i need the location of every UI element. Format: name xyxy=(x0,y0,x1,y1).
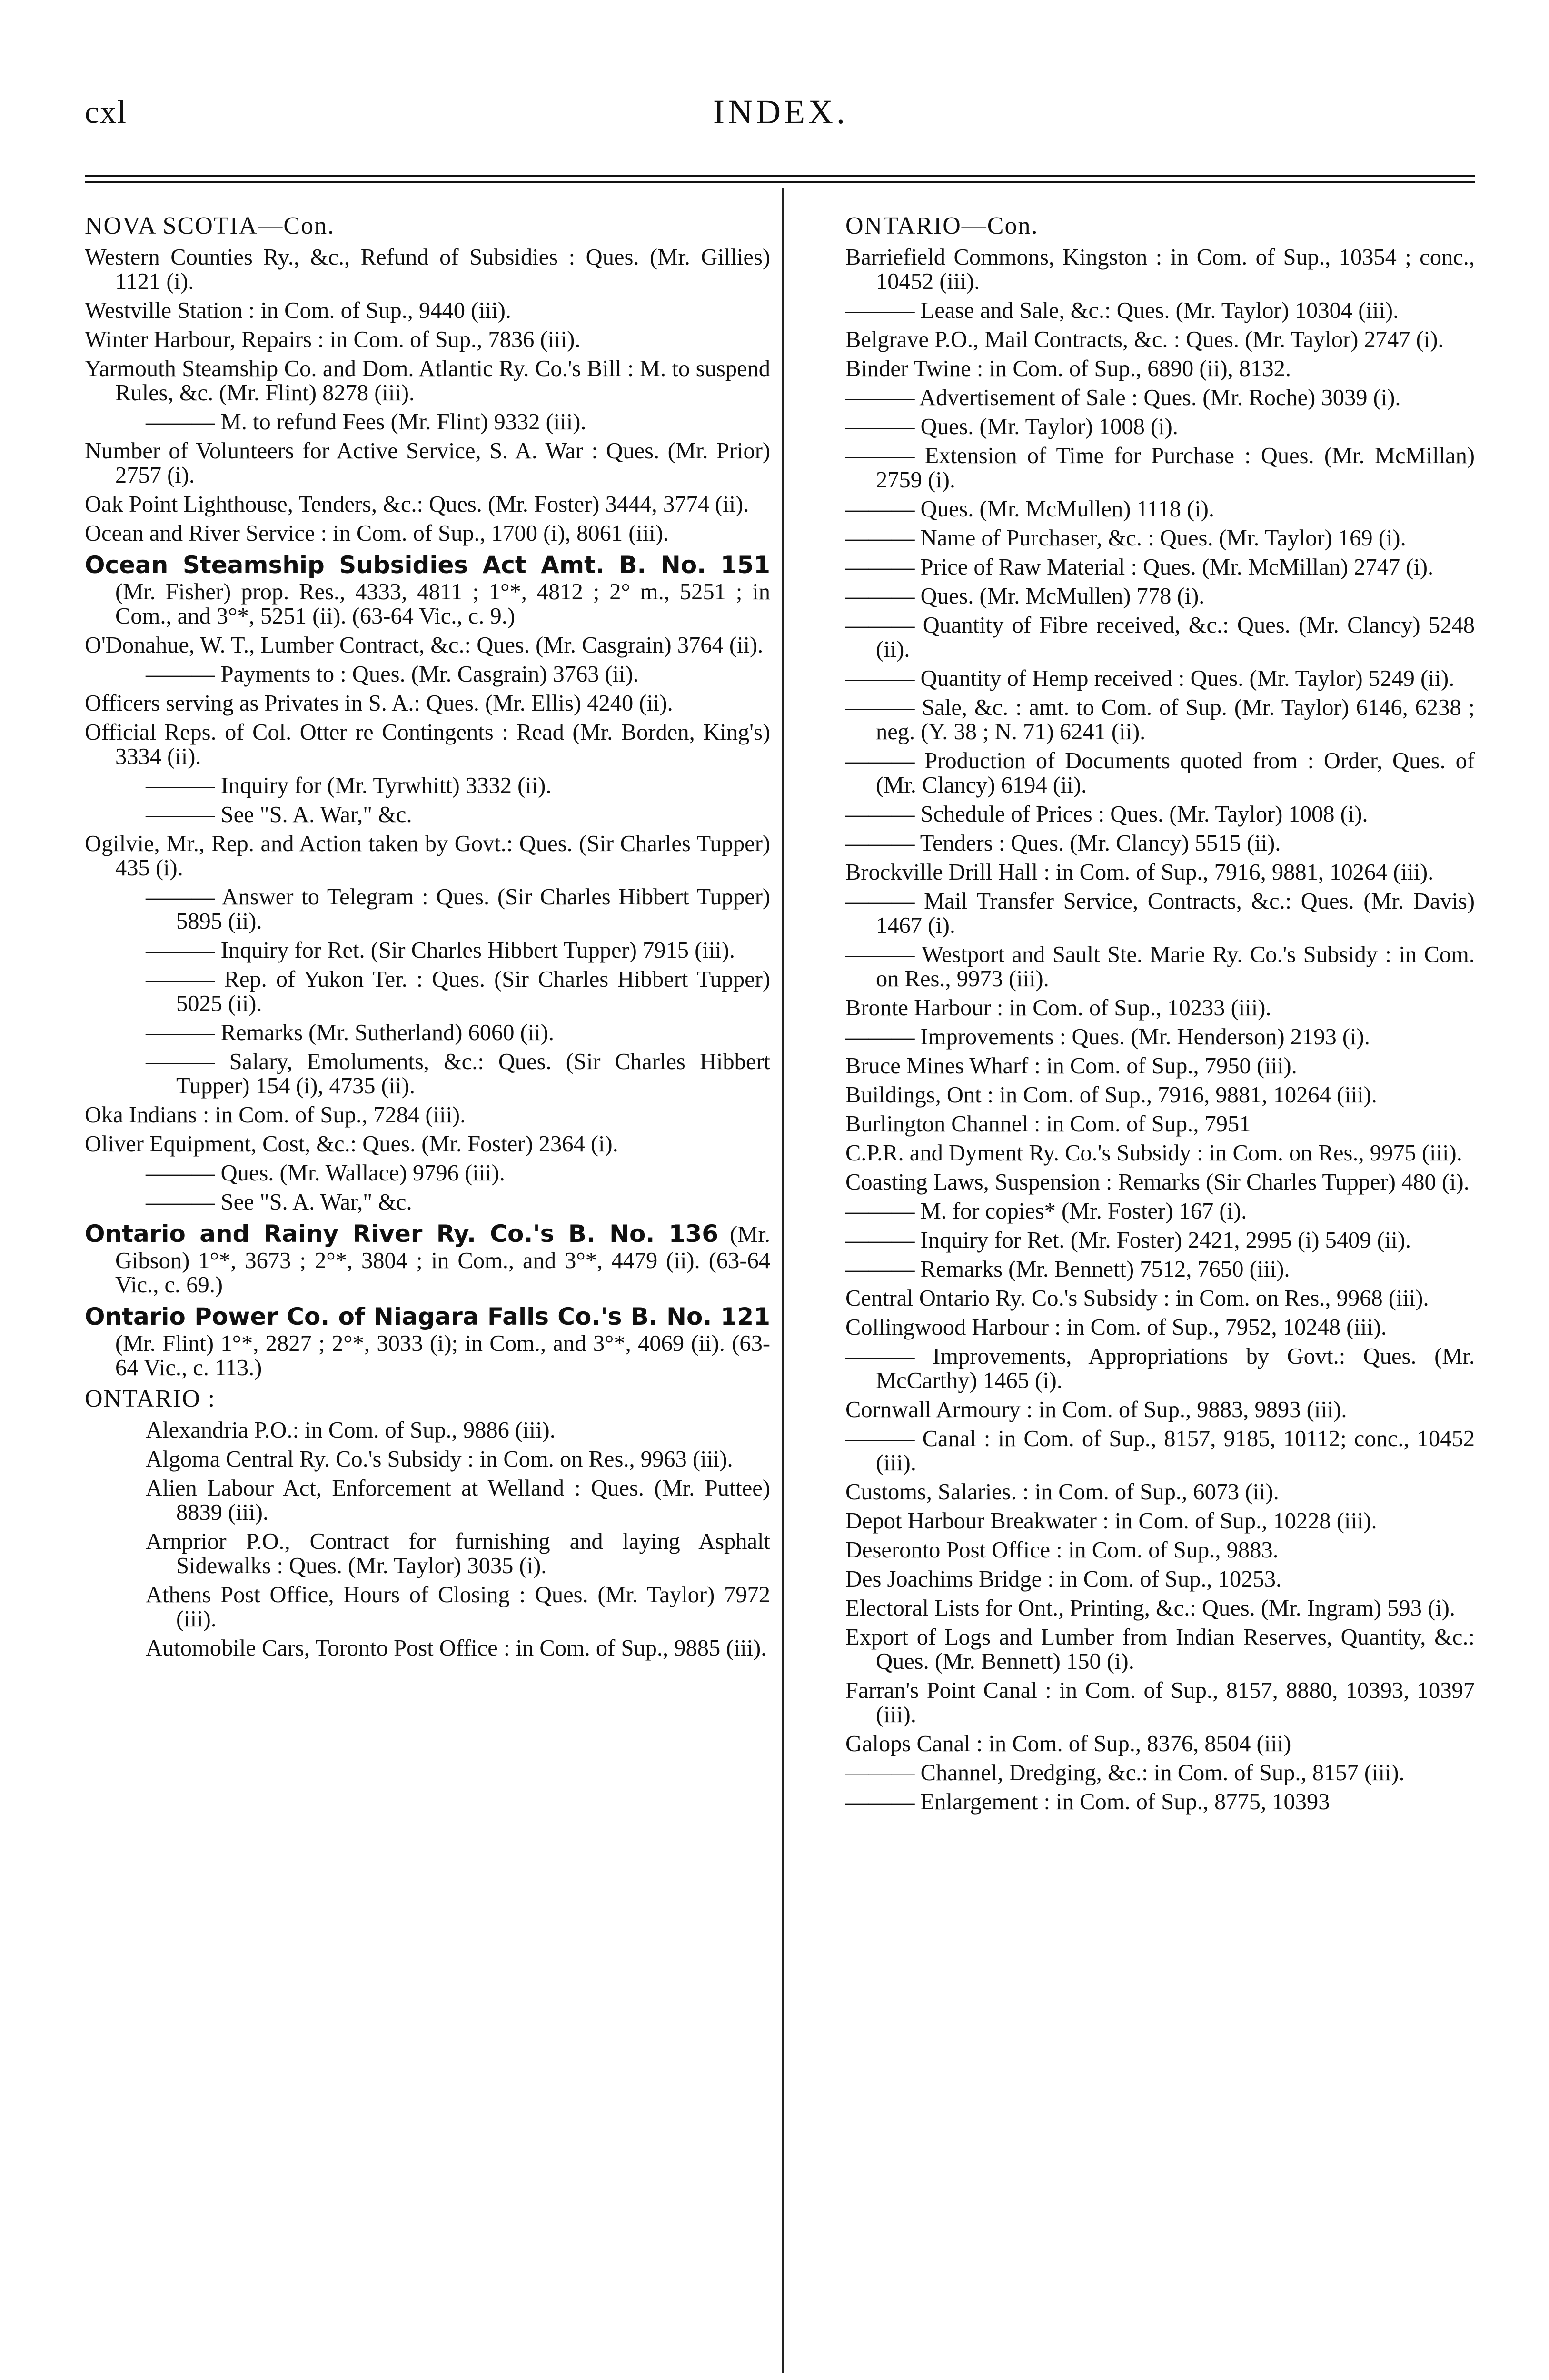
index-entry: ——— Ques. (Mr. Taylor) 1008 (i). xyxy=(845,414,1178,439)
index-subentry: ——— Rep. of Yukon Ter. : Ques. (Sir Charles Hibbert Tupper) 5025 (ii). xyxy=(146,967,770,1016)
section-heading: NOVA SCOTIA—Con. xyxy=(85,212,335,239)
index-entry: ——— Improvements : Ques. (Mr. Henderson) 2193 (i). xyxy=(845,1024,1370,1050)
index-entry: Officers serving as Privates in S. A.: Ques. (Mr. Ellis) 4240 (ii). xyxy=(85,691,673,716)
index-entry: Deseronto Post Office : in Com. of Sup., 9883. xyxy=(845,1537,1279,1563)
index-entry: Central Ontario Ry. Co.'s Subsidy : in Com. on Res., 9968 (iii). xyxy=(845,1286,1429,1311)
header-rule-top xyxy=(85,175,1475,177)
index-entry: ——— Mail Transfer Service, Contracts, &c.: Ques. (Mr. Davis) 1467 (i). xyxy=(845,889,1475,938)
index-entry: Oliver Equipment, Cost, &c.: Ques. (Mr. Foster) 2364 (i). xyxy=(85,1131,618,1157)
index-entry: Bronte Harbour : in Com. of Sup., 10233 (iii). xyxy=(845,995,1271,1021)
index-entry-bill xyxy=(85,550,770,628)
index-subentry: Automobile Cars, Toronto Post Office : in Com. of Sup., 9885 (iii). xyxy=(146,1636,767,1661)
left-column xyxy=(85,212,770,1665)
index-entry: Brockville Drill Hall : in Com. of Sup., 7916, 9881, 10264 (iii). xyxy=(845,860,1434,885)
index-subentry: Arnprior P.O., Contract for furnishing and laying Asphalt Sidewalks : Ques. (Mr. Taylor) 3035 (i). xyxy=(146,1529,770,1578)
left-entry-list xyxy=(85,245,770,1660)
index-entry: Ogilvie, Mr., Rep. and Action taken by Govt.: Ques. (Sir Charles Tupper) 435 (i). xyxy=(85,831,770,881)
index-subentry: Athens Post Office, Hours of Closing : Ques. (Mr. Taylor) 7972 (iii). xyxy=(146,1582,770,1632)
index-entry: Oak Point Lighthouse, Tenders, &c.: Ques. (Mr. Foster) 3444, 3774 (ii). xyxy=(85,492,749,517)
bill-details: (Mr. Fisher) prop. Res., 4333, 4811 ; 1°*, 4812 ; 2° m., 5251 ; in Com., and 3°*, 5251 (ii). (63-64 Vic., c. 9.) xyxy=(115,579,770,629)
index-entry: ——— Quantity of Hemp received : Ques. (Mr. Taylor) 5249 (ii). xyxy=(845,666,1455,691)
index-entry: Binder Twine : in Com. of Sup., 6890 (ii), 8132. xyxy=(845,356,1291,381)
index-entry: ——— Remarks (Mr. Bennett) 7512, 7650 (iii). xyxy=(845,1257,1290,1282)
index-entry: Cornwall Armoury : in Com. of Sup., 9883, 9893 (iii). xyxy=(845,1397,1347,1422)
page-title: INDEX. xyxy=(713,93,848,131)
index-subentry: ——— Salary, Emoluments, &c.: Ques. (Sir Charles Hibbert Tupper) 154 (i), 4735 (ii). xyxy=(146,1049,770,1099)
index-entry: ——— Price of Raw Material : Ques. (Mr. McMillan) 2747 (i). xyxy=(845,555,1434,580)
index-subentry: Alexandria P.O.: in Com. of Sup., 9886 (iii). xyxy=(146,1418,556,1443)
bill-title: Ontario Power Co. of Niagara Falls Co.'s B. No. 121 xyxy=(85,1303,770,1330)
index-entry: Export of Logs and Lumber from Indian Reserves, Quantity, &c.: Ques. (Mr. Bennett) 150 (i). xyxy=(845,1625,1475,1674)
index-entry: ——— Westport and Sault Ste. Marie Ry. Co.'s Subsidy : in Com. on Res., 9973 (iii). xyxy=(845,942,1475,992)
index-entry: ——— Sale, &c. : amt. to Com. of Sup. (Mr. Taylor) 6146, 6238 ; neg. (Y. 38 ; N. 71) 6241 (ii). xyxy=(845,695,1475,744)
index-entry: Belgrave P.O., Mail Contracts, &c. : Ques. (Mr. Taylor) 2747 (i). xyxy=(845,327,1444,352)
index-entry: ——— M. for copies* (Mr. Foster) 167 (i). xyxy=(845,1199,1247,1224)
index-entry: Coasting Laws, Suspension : Remarks (Sir Charles Tupper) 480 (i). xyxy=(845,1170,1470,1195)
index-entry: Burlington Channel : in Com. of Sup., 7951 xyxy=(845,1111,1251,1137)
index-entry: ——— Advertisement of Sale : Ques. (Mr. Roche) 3039 (i). xyxy=(845,385,1401,410)
section-heading: ONTARIO : xyxy=(85,1385,216,1412)
index-entry: Galops Canal : in Com. of Sup., 8376, 8504 (iii) xyxy=(845,1731,1291,1756)
index-entry: ——— Name of Purchaser, &c. : Ques. (Mr. Taylor) 169 (i). xyxy=(845,526,1406,551)
index-subentry: ——— See "S. A. War," &c. xyxy=(146,1190,412,1215)
index-entry: Westville Station : in Com. of Sup., 9440 (iii). xyxy=(85,298,512,323)
index-entry: ——— Lease and Sale, &c.: Ques. (Mr. Taylor) 10304 (iii). xyxy=(845,298,1399,323)
index-subentry: ——— Payments to : Ques. (Mr. Casgrain) 3763 (ii). xyxy=(146,662,639,687)
index-entry: ——— Extension of Time for Purchase : Ques. (Mr. McMillan) 2759 (i). xyxy=(845,443,1475,493)
index-entry-bill xyxy=(85,1302,770,1380)
index-entry: Buildings, Ont : in Com. of Sup., 7916, 9881, 10264 (iii). xyxy=(845,1082,1377,1108)
index-entry: ——— Ques. (Mr. McMullen) 1118 (i). xyxy=(845,496,1215,522)
index-subentry: ——— Inquiry for (Mr. Tyrwhitt) 3332 (ii). xyxy=(146,773,552,798)
index-entry: Electoral Lists for Ont., Printing, &c.: Ques. (Mr. Ingram) 593 (i). xyxy=(845,1596,1455,1621)
index-entry: Western Counties Ry., &c., Refund of Subsidies : Ques. (Mr. Gillies) 1121 (i). xyxy=(85,245,770,294)
index-entry: Number of Volunteers for Active Service, S. A. War : Ques. (Mr. Prior) 2757 (i). xyxy=(85,438,770,488)
index-entry: Depot Harbour Breakwater : in Com. of Sup., 10228 (iii). xyxy=(845,1508,1377,1534)
index-entry: ——— Tenders : Ques. (Mr. Clancy) 5515 (ii). xyxy=(845,831,1281,856)
index-entry: Collingwood Harbour : in Com. of Sup., 7952, 10248 (iii). xyxy=(845,1315,1387,1340)
bill-details: (Mr. Flint) 1°*, 2827 ; 2°*, 3033 (i); in Com., and 3°*, 4069 (ii). (63-64 Vic., c. 113.) xyxy=(115,1331,770,1380)
index-entry: Yarmouth Steamship Co. and Dom. Atlantic Ry. Co.'s Bill : M. to suspend Rules, &c. (Mr. Flint) 8278 (iii). xyxy=(85,356,770,406)
bill-title: Ontario and Rainy River Ry. Co.'s B. No. 136 xyxy=(85,1220,719,1248)
index-entry: Ocean and River Service : in Com. of Sup., 1700 (i), 8061 (iii). xyxy=(85,521,669,546)
index-subentry: ——— See "S. A. War," &c. xyxy=(146,802,412,827)
index-subentry: Alien Labour Act, Enforcement at Welland : Ques. (Mr. Puttee) 8839 (iii). xyxy=(146,1476,770,1525)
index-entry: ——— Quantity of Fibre received, &c.: Ques. (Mr. Clancy) 5248 (ii). xyxy=(845,613,1475,662)
index-entry: ——— Inquiry for Ret. (Mr. Foster) 2421, 2995 (i) 5409 (ii). xyxy=(845,1228,1411,1253)
index-entry: ——— Canal : in Com. of Sup., 8157, 9185, 10112; conc., 10452 (iii). xyxy=(845,1426,1475,1476)
section-heading: ONTARIO—Con. xyxy=(845,212,1039,239)
index-subentry: ——— M. to refund Fees (Mr. Flint) 9332 (iii). xyxy=(146,409,586,435)
bill-title: Ocean Steamship Subsidies Act Amt. B. No. 151 xyxy=(85,551,770,579)
index-entry: Farran's Point Canal : in Com. of Sup., 8157, 8880, 10393, 10397 (iii). xyxy=(845,1678,1475,1727)
index-subentry: ——— Inquiry for Ret. (Sir Charles Hibbert Tupper) 7915 (iii). xyxy=(146,938,735,963)
index-entry: ——— Enlargement : in Com. of Sup., 8775, 10393 xyxy=(845,1789,1330,1815)
page-header xyxy=(85,90,1475,148)
index-entry: Official Reps. of Col. Otter re Contingents : Read (Mr. Borden, King's) 3334 (ii). xyxy=(85,720,770,769)
index-subentry: Algoma Central Ry. Co.'s Subsidy : in Com. on Res., 9963 (iii). xyxy=(146,1447,733,1472)
index-entry: Bruce Mines Wharf : in Com. of Sup., 7950 (iii). xyxy=(845,1053,1297,1079)
index-entry: Oka Indians : in Com. of Sup., 7284 (iii). xyxy=(85,1102,466,1128)
index-subentry: ——— Answer to Telegram : Ques. (Sir Charles Hibbert Tupper) 5895 (ii). xyxy=(146,884,770,934)
bill-details: (Mr. Gibson) 1°*, 3673 ; 2°*, 3804 ; in Com., and 3°*, 4479 (ii). (63-64 Vic., c. 69.) xyxy=(115,1222,771,1298)
index-subentry: ——— Remarks (Mr. Sutherland) 6060 (ii). xyxy=(146,1020,555,1045)
header-rule-bottom xyxy=(85,181,1475,183)
index-entry: Barriefield Commons, Kingston : in Com. of Sup., 10354 ; conc., 10452 (iii). xyxy=(845,245,1475,294)
index-entry: ——— Production of Documents quoted from : Order, Ques. of (Mr. Clancy) 6194 (ii). xyxy=(845,748,1475,798)
index-entry: ——— Schedule of Prices : Ques. (Mr. Taylor) 1008 (i). xyxy=(845,802,1368,827)
index-entry-bill xyxy=(85,1219,770,1297)
index-entry: Des Joachims Bridge : in Com. of Sup., 10253. xyxy=(845,1567,1282,1592)
page-number: cxl xyxy=(85,94,128,130)
index-entry: Winter Harbour, Repairs : in Com. of Sup., 7836 (iii). xyxy=(85,327,581,352)
index-subentry: ——— Ques. (Mr. Wallace) 9796 (iii). xyxy=(146,1160,505,1186)
index-entry: O'Donahue, W. T., Lumber Contract, &c.: Ques. (Mr. Casgrain) 3764 (ii). xyxy=(85,633,764,658)
index-entry: Customs, Salaries. : in Com. of Sup., 6073 (ii). xyxy=(845,1479,1279,1505)
column-divider xyxy=(782,188,784,2373)
right-column xyxy=(845,212,1475,1819)
right-entry-list xyxy=(845,245,1475,1814)
index-entry: ——— Improvements, Appropriations by Govt.: Ques. (Mr. McCarthy) 1465 (i). xyxy=(845,1344,1475,1393)
index-entry: ——— Ques. (Mr. McMullen) 778 (i). xyxy=(845,584,1205,609)
index-entry: ——— Channel, Dredging, &c.: in Com. of Sup., 8157 (iii). xyxy=(845,1760,1405,1785)
index-entry: C.P.R. and Dyment Ry. Co.'s Subsidy : in Com. on Res., 9975 (iii). xyxy=(845,1140,1462,1166)
